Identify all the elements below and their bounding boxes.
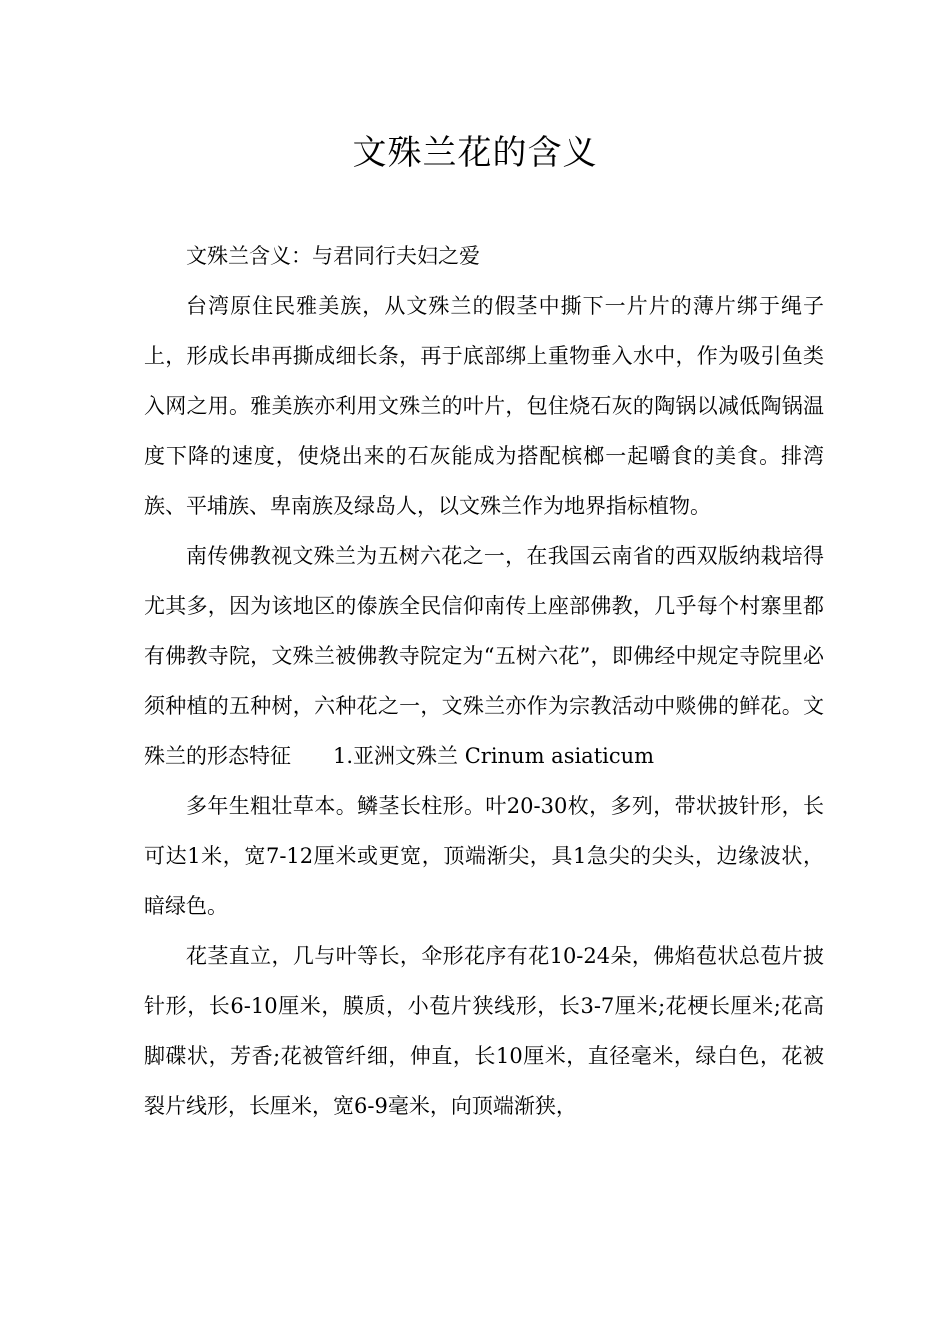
paragraph-yami-usage: 台湾原住民雅美族，从文殊兰的假茎中撕下一片片的薄片绑于绳子上，形成长串再撕成细长条，再于底部绑上重物垂入水中，作为吸引鱼类入网之用。雅美族亦利用文殊兰的叶片，包住烧石灰的陶锅以减低陶锅温度下降的速度，使烧出来的石灰能成为搭配槟榔一起嚼食的美食。排湾族、平埔族、卑南族及绿岛人，以文殊兰作为地界指标植物。	[144, 294, 824, 518]
document-body	[144, 231, 824, 1131]
paragraph-meaning: 文殊兰含义：与君同行夫妇之爱	[186, 244, 480, 268]
paragraph-morphology-leaves: 多年生粗壮草本。鳞茎长柱形。叶20-30枚，多列，带状披针形，长可达1米，宽7-12厘米或更宽，顶端渐尖，具1急尖的尖头，边缘波状，暗绿色。	[144, 794, 824, 918]
document-title: 文殊兰花的含义	[352, 133, 598, 173]
paragraph-morphology-flowers: 花茎直立，几与叶等长，伞形花序有花10-24朵，佛焰苞状总苞片披针形，长6-10厘米，膜质，小苞片狭线形，长3-7厘米;花梗长厘米;花高脚碟状，芳香;花被管纤细，伸直，长10厘米，直径毫米，绿白色，花被裂片线形，长厘米，宽6-9毫米，向顶端渐狭，	[144, 944, 824, 1118]
paragraph-buddhism: 南传佛教视文殊兰为五树六花之一，在我国云南省的西双版纳栽培得尤其多，因为该地区的傣族全民信仰南传上座部佛教，几乎每个村寨里都有佛教寺院，文殊兰被佛教寺院定为“五树六花”，即佛经中规定寺院里必须种植的五种树，六种花之一，文殊兰亦作为宗教活动中赕佛的鲜花。文殊兰的形态特征 1.亚洲文殊兰 Crinum asiaticum	[144, 544, 824, 768]
